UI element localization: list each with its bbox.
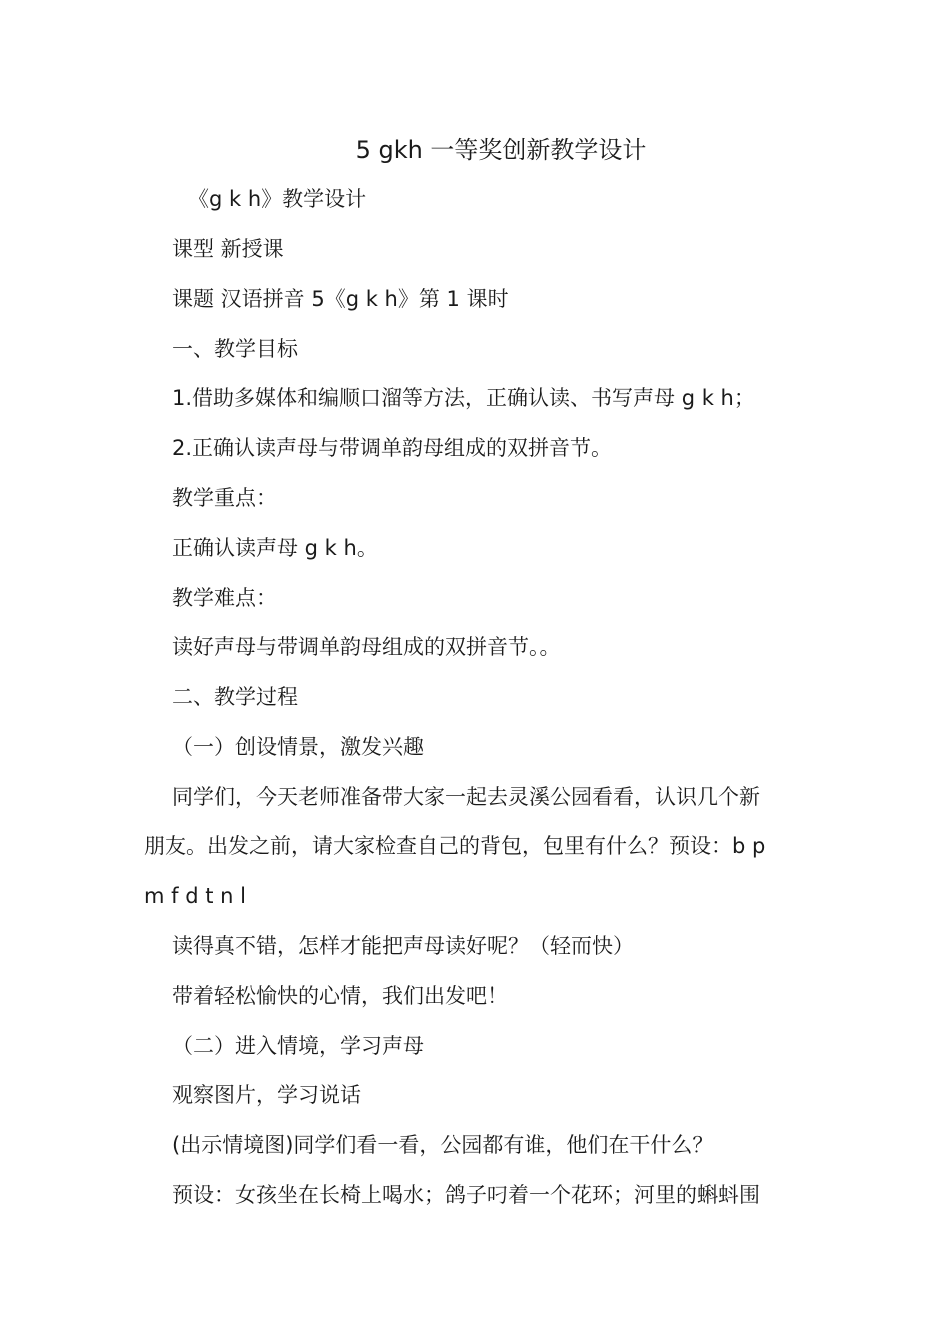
paragraph-line-1: 《g k h》教学设计 [188, 187, 367, 211]
paragraph-line-10: 读好声母与带调单韵母组成的双拼音节。。 [172, 635, 561, 659]
paragraph-line-14: 朋友。出发之前，请大家检查自己的背包，包里有什么？预设：b p [144, 834, 766, 858]
section-heading-process: 二、教学过程 [172, 685, 298, 709]
paragraph-line-13: 同学们，今天老师准备带大家一起去灵溪公园看看，认识几个新 [172, 785, 760, 809]
section-heading-objectives: 一、教学目标 [172, 337, 298, 361]
paragraph-line-21: 预设：女孩坐在长椅上喝水；鸽子叼着一个花环；河里的蝌蚪围 [172, 1183, 760, 1207]
paragraph-line-19: 观察图片，学习说话 [172, 1083, 361, 1107]
paragraph-line-2: 课型 新授课 [172, 237, 284, 261]
paragraph-line-6: 2.正确认读声母与带调单韵母组成的双拼音节。 [172, 436, 613, 460]
section-heading-key-points: 教学重点： [172, 486, 277, 510]
document-title: 5 gkh 一等奖创新教学设计 [355, 136, 647, 164]
subsection-heading-1: （一）创设情景，激发兴趣 [172, 735, 424, 759]
paragraph-line-8: 正确认读声母 g k h。 [172, 536, 378, 560]
paragraph-line-5: 1.借助多媒体和编顺口溜等方法，正确认读、书写声母 g k h； [172, 386, 755, 410]
paragraph-line-15: m f d t n l [144, 884, 246, 908]
paragraph-line-16: 读得真不错，怎样才能把声母读好呢？（轻而快） [172, 934, 634, 958]
paragraph-line-17: 带着轻松愉快的心情，我们出发吧！ [172, 984, 508, 1008]
section-heading-difficulties: 教学难点： [172, 586, 277, 610]
paragraph-line-3: 课题 汉语拼音 5《g k h》第 1 课时 [172, 287, 509, 311]
subsection-heading-2: （二）进入情境，学习声母 [172, 1034, 424, 1058]
paragraph-line-20: (出示情境图)同学们看一看，公园都有谁，他们在干什么？ [172, 1133, 714, 1157]
